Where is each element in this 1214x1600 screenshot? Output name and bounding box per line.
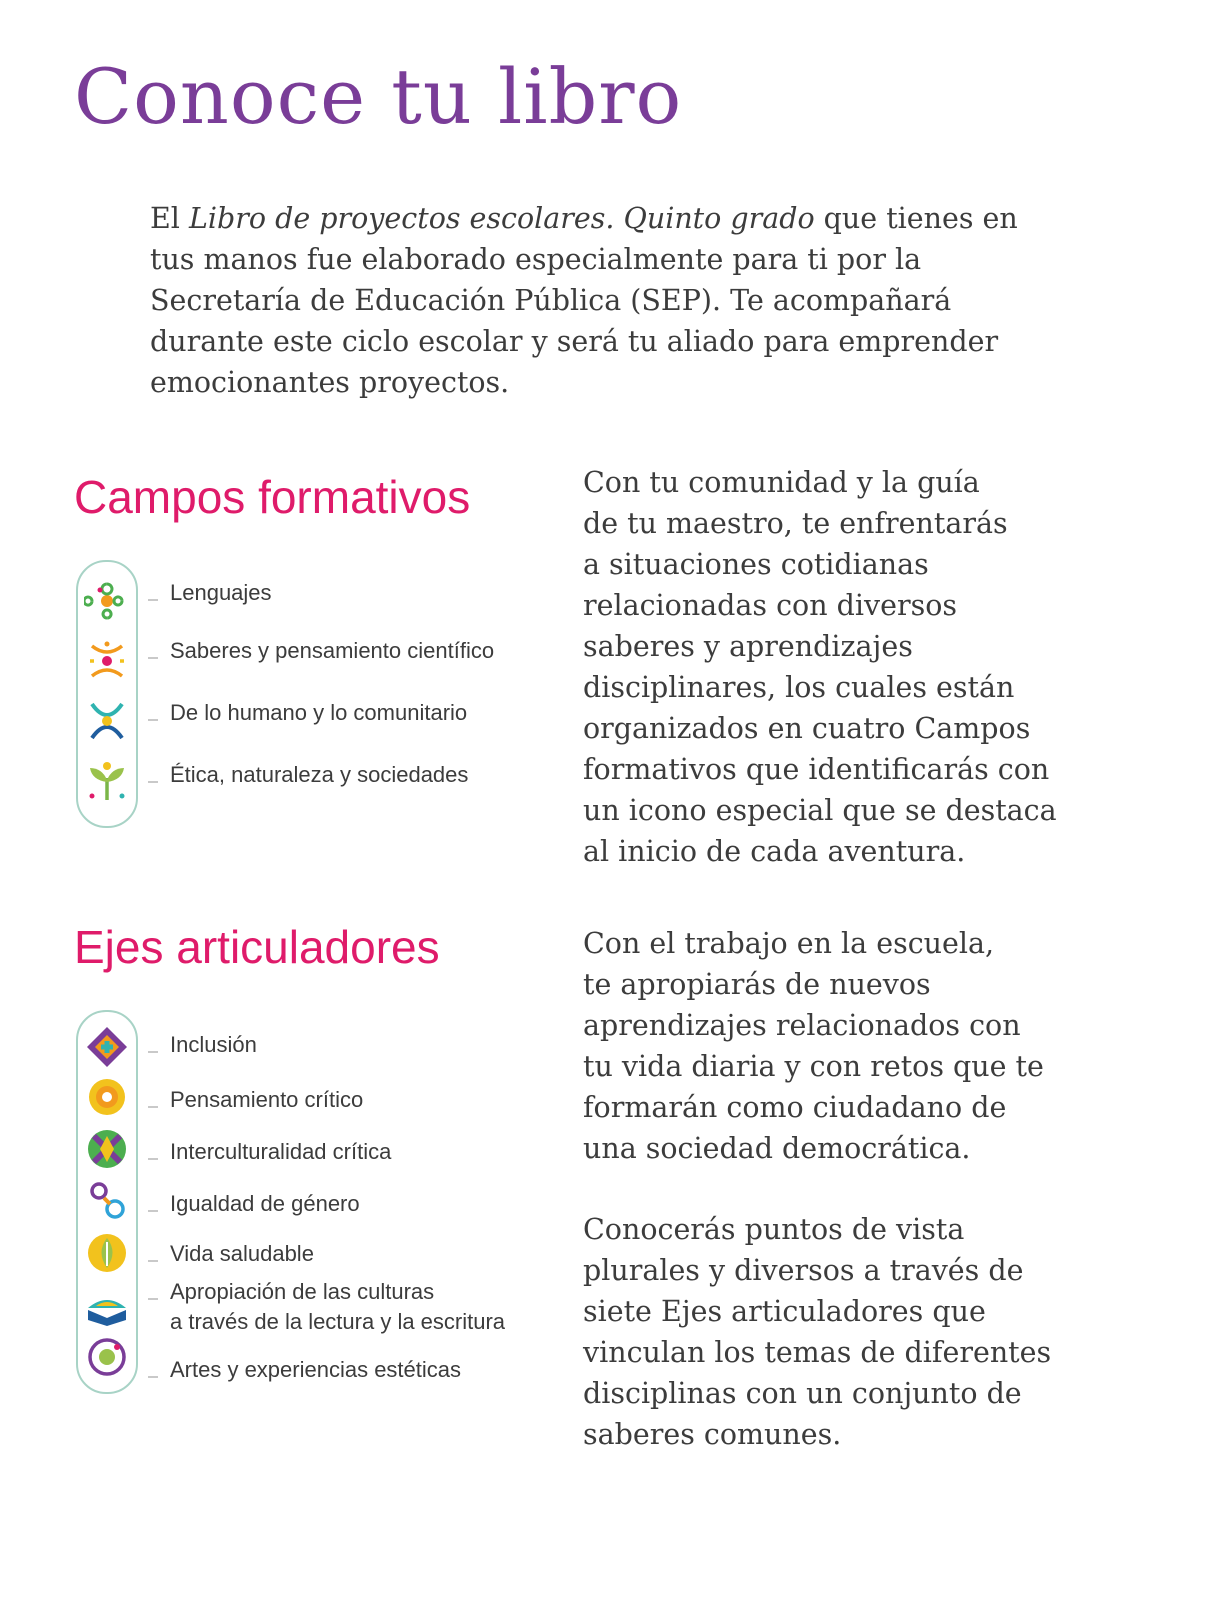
campos-paragraph: Con tu comunidad y la guía de tu maestro, te enfrentarás a situaciones cotidianas relacionadas con diversos saberes y aprendizajes disciplinares, los cuales están organizados en cuatro Campos formativos que identificarás con un icono especial que se destaca al inicio de cada aventura. xyxy=(583,466,1057,868)
ejes-paragraph-2: Conocerás puntos de vista plurales y diversos a través de siete Ejes articuladores que vinculan los temas de diferentes disciplinas con un conjunto de saberes comunes. xyxy=(583,1213,1052,1451)
eje-item-inclusion xyxy=(148,1030,257,1060)
campo-label: De lo humano y lo comunitario xyxy=(170,700,468,725)
eje-label-line1: Apropiación de las culturas xyxy=(170,1279,435,1304)
dash-marker xyxy=(148,1106,158,1108)
dash-marker xyxy=(148,1376,158,1378)
humano-comunitario-icon xyxy=(84,698,130,744)
vida-saludable-icon xyxy=(84,1230,130,1276)
campo-item-etica xyxy=(148,760,468,790)
artes-icon xyxy=(84,1334,130,1380)
eje-item-artes xyxy=(148,1355,461,1385)
eje-label: Inclusión xyxy=(170,1032,257,1057)
ejes-articuladores-heading: Ejes articuladores xyxy=(74,921,440,973)
eje-item-vida-saludable xyxy=(148,1239,314,1269)
eje-label: Pensamiento crítico xyxy=(170,1087,364,1112)
dash-marker xyxy=(148,1260,158,1262)
etica-naturaleza-icon xyxy=(84,758,130,804)
campos-icons-capsule xyxy=(76,560,138,828)
pensamiento-critico-icon xyxy=(84,1074,130,1120)
igualdad-genero-icon xyxy=(84,1178,130,1224)
intro-text-1: El xyxy=(150,202,189,235)
eje-item-lectura-escritura xyxy=(148,1277,505,1337)
ejes-icons-capsule xyxy=(76,1010,138,1394)
campo-item-lenguajes xyxy=(148,578,272,608)
dash-marker xyxy=(148,1298,158,1300)
eje-item-interculturalidad xyxy=(148,1137,391,1167)
campo-label: Ética, naturaleza y sociedades xyxy=(170,762,469,787)
eje-label: Vida saludable xyxy=(170,1241,314,1266)
intro-paragraph xyxy=(150,198,1070,403)
eje-item-igualdad-genero xyxy=(148,1189,360,1219)
dash-marker xyxy=(148,599,158,601)
campo-item-saberes xyxy=(148,636,494,666)
intro-text-3: ). Te acompañará durante este ciclo escolar y será tu aliado para emprender emocionantes proyectos. xyxy=(150,284,999,399)
ejes-paragraph-1: Con el trabajo en la escuela, te apropiarás de nuevos aprendizajes relacionados con tu vida diaria y con retos que te formarán como ciudadano de una sociedad democrática. xyxy=(583,927,1044,1165)
dash-marker xyxy=(148,1210,158,1212)
eje-label: Interculturalidad crítica xyxy=(170,1139,392,1164)
campo-item-humano xyxy=(148,698,467,728)
eje-label-line2: a través de la lectura y la escritura xyxy=(170,1309,506,1334)
lenguajes-icon xyxy=(84,578,130,624)
intro-text-2: que tienes en tus manos fue elaborado especialmente para ti por la Secretaría de Educación Pública ( xyxy=(150,202,1018,317)
dash-marker xyxy=(148,1051,158,1053)
dash-marker xyxy=(148,1158,158,1160)
campo-label: Lenguajes xyxy=(170,580,272,605)
lectura-escritura-icon xyxy=(84,1286,130,1332)
page-title: Conoce tu libro xyxy=(74,52,683,141)
book-title: Libro de proyectos escolares. Quinto grado xyxy=(188,202,815,235)
eje-label: Igualdad de género xyxy=(170,1191,360,1216)
campos-formativos-heading: Campos formativos xyxy=(74,471,471,523)
dash-marker xyxy=(148,781,158,783)
dash-marker xyxy=(148,719,158,721)
acronym: SEP xyxy=(641,284,701,317)
interculturalidad-icon xyxy=(84,1126,130,1172)
eje-item-pensamiento-critico xyxy=(148,1085,363,1115)
dash-marker xyxy=(148,657,158,659)
saberes-icon xyxy=(84,638,130,684)
eje-label: Artes y experiencias estéticas xyxy=(170,1357,462,1382)
inclusion-icon xyxy=(84,1024,130,1070)
campo-label: Saberes y pensamiento científico xyxy=(170,638,495,663)
